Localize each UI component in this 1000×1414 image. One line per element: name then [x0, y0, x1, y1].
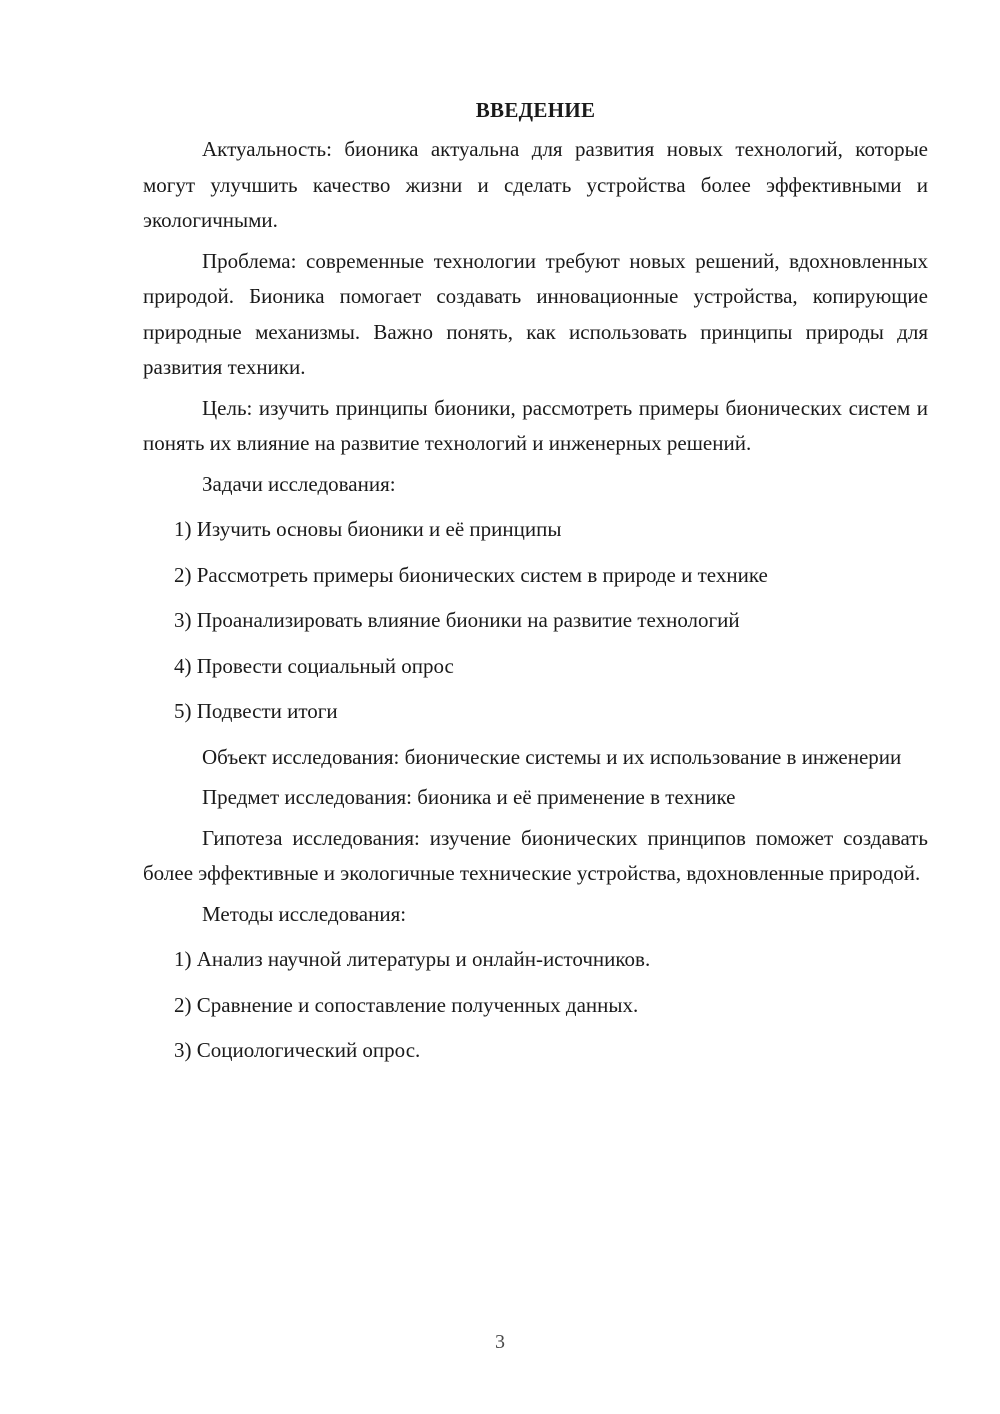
task-item: 1) Изучить основы бионики и её принципы — [174, 517, 562, 541]
object-paragraph: Объект исследования: бионические системы и их использование в инженерии — [202, 744, 902, 769]
task-item: 2) Рассмотреть примеры бионических систем в природе и технике — [174, 562, 768, 587]
subject-paragraph: Предмет исследования: бионика и её применение в технике — [202, 785, 736, 809]
goal-paragraph: Цель: изучить принципы бионики, рассмотреть примеры бионических систем и понять их влияние на развитие технологий и инженерных решений. — [143, 395, 928, 455]
document-page — [143, 92, 928, 1079]
hypothesis-paragraph: Гипотеза исследования: изучение бионических принципов поможет создавать более эффективные и экологичные технические устройства, вдохновленные природой. — [143, 825, 928, 885]
method-item: 2) Сравнение и сопоставление полученных данных. — [174, 992, 639, 1017]
problem-paragraph: Проблема: современные технологии требуют новых решений, вдохновленных природой. Бионика помогает создавать инновационные устройства, копирующие природные механизмы. Важно понять, как использовать принципы природы для развития техники. — [143, 248, 928, 379]
relevance-paragraph: Актуальность: бионика актуальна для развития новых технологий, которые могут улучшить качество жизни и сделать устройства более эффективными и экологичными. — [143, 137, 928, 232]
task-item: 4) Провести социальный опрос — [174, 653, 454, 678]
page-title: ВВЕДЕНИЕ — [475, 98, 596, 122]
method-item: 1) Анализ научной литературы и онлайн-источников. — [174, 947, 651, 971]
tasks-heading: Задачи исследования: — [202, 471, 396, 496]
page-number: 3 — [495, 1331, 505, 1353]
methods-heading: Методы исследования: — [202, 901, 407, 926]
task-item: 5) Подвести итоги — [174, 699, 338, 723]
task-item: 3) Проанализировать влияние бионики на развитие технологий — [174, 608, 740, 632]
method-item: 3) Социологический опрос. — [174, 1038, 421, 1062]
